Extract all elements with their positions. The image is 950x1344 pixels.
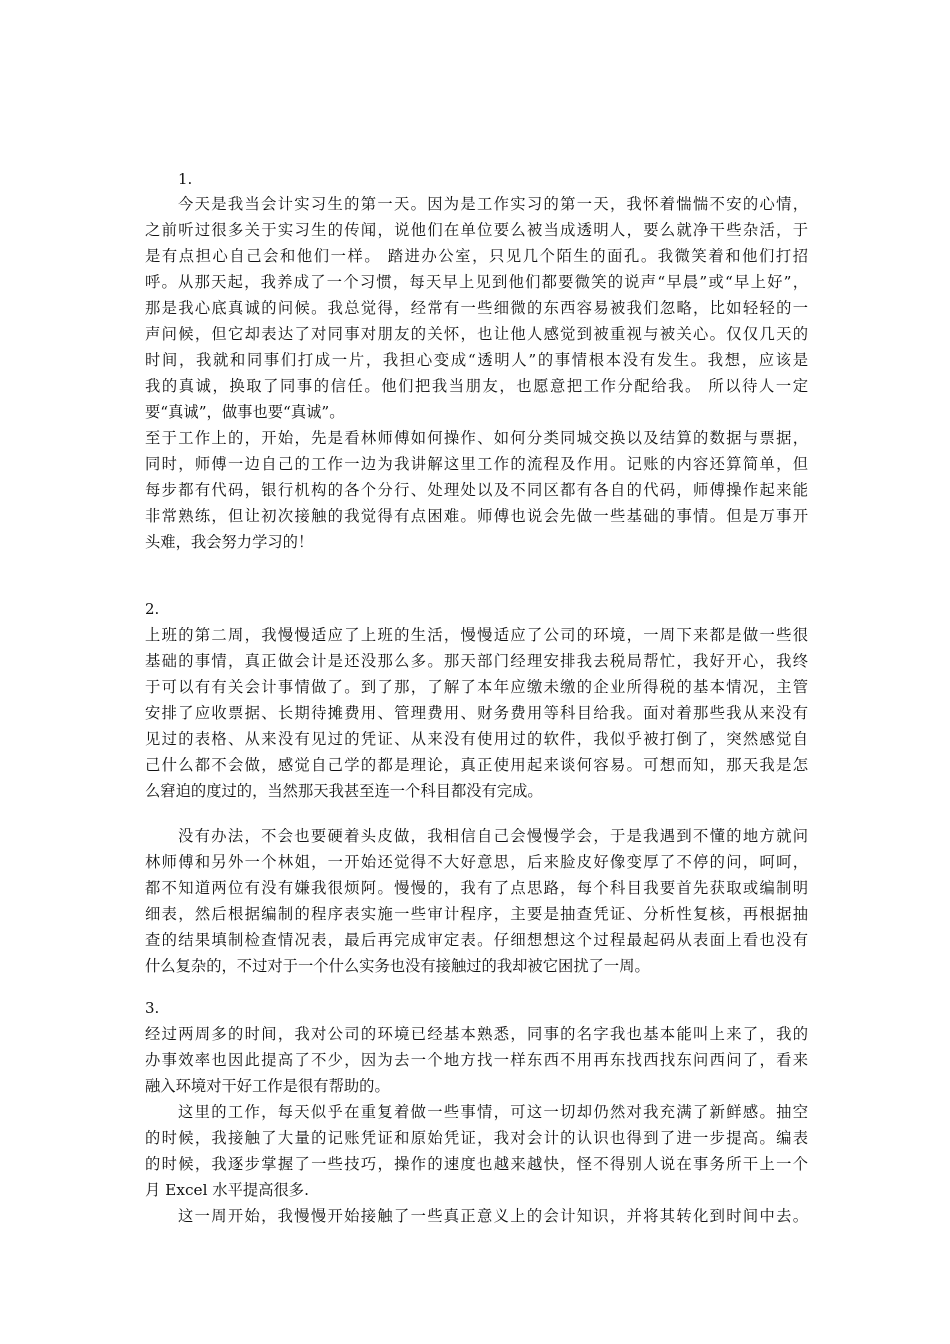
paragraph-line: 经过两周多的时间，我对公司的环境已经基本熟悉，同事的名字我也基本能叫上来了，我的 xyxy=(145,1025,808,1043)
paragraph-line: 今天是我当会计实习生的第一天。因为是工作实习的第一天，我怀着惴惴不安的心情， xyxy=(178,195,808,213)
paragraph-line: 没有办法，不会也要硬着头皮做，我相信自己会慢慢学会，于是我遇到不懂的地方就问 xyxy=(178,827,808,845)
paragraph-line: 之前听过很多关于实习生的传闻，说他们在单位要么被当成透明人，要么就净干些杂活，于 xyxy=(145,221,808,239)
paragraph-line: 至于工作上的，开始，先是看林师傅如何操作、如何分类同城交换以及结算的数据与票据， xyxy=(145,429,808,447)
paragraph-line: 基础的事情，真正做会计是还没那么多。那天部门经理安排我去税局帮忙，我好开心，我终 xyxy=(145,652,808,670)
paragraph-line: 林师傅和另外一个林姐，一开始还觉得不大好意思，后来脸皮好像变厚了不停的问，呵呵， xyxy=(145,853,808,871)
paragraph-line: 上班的第二周，我慢慢适应了上班的生活，慢慢适应了公司的环境，一周下来都是做一些很 xyxy=(145,626,808,644)
paragraph-line: 细表，然后根据编制的程序表实施一些审计程序，主要是抽查凭证、分析性复核，再根据抽 xyxy=(145,905,808,923)
paragraph-line: 办事效率也因此提高了不少，因为去一个地方找一样东西不用再东找西找东问西问了，看来 xyxy=(145,1051,808,1069)
paragraph-line: 的时候，我接触了大量的记账凭证和原始凭证，我对会计的认识也得到了进一步提高。编表 xyxy=(145,1129,808,1147)
section-number: 1. xyxy=(178,170,193,188)
paragraph-line: 这里的工作，每天似乎在重复着做一些事情，可这一切却仍然对我充满了新鲜感。抽空 xyxy=(178,1103,808,1121)
paragraph-line: 我的真诚，换取了同事的信任。他们把我当朋友，也愿意把工作分配给我。 所以待人一定 xyxy=(145,377,808,395)
paragraph-line: 的时候，我逐步掌握了一些技巧，操作的速度也越来越快，怪不得别人说在事务所干上一个 xyxy=(145,1155,808,1173)
paragraph-line: 头难，我会努力学习的！ xyxy=(145,533,314,551)
paragraph-line: 安排了应收票据、长期待摊费用、管理费用、财务费用等科目给我。面对着那些我从来没有 xyxy=(145,704,808,722)
paragraph-line: 见过的表格、从来没有见过的凭证、从来没有使用过的软件，我似乎被打倒了，突然感觉自 xyxy=(145,730,808,748)
paragraph-line: 声问候，但它却表达了对同事对朋友的关怀，也让他人感觉到被重视与被关心。仅仅几天的 xyxy=(145,325,808,343)
paragraph-line: 每步都有代码，银行机构的各个分行、处理处以及不同区都有各自的代码，师傅操作起来能 xyxy=(145,481,808,499)
paragraph-line: 查的结果填制检查情况表，最后再完成审定表。仔细想想这个过程最起码从表面上看也没有 xyxy=(145,931,808,949)
paragraph-line: 什么复杂的，不过对于一个什么实务也没有接触过的我却被它困扰了一周。 xyxy=(145,957,650,975)
paragraph-line: 那是我心底真诚的问候。我总觉得，经常有一些细微的东西容易被我们忽略，比如轻轻的一 xyxy=(145,299,808,317)
section-number: 2. xyxy=(145,600,160,618)
paragraph-line: 都不知道两位有没有嫌我很烦阿。慢慢的，我有了点思路，每个科目我要首先获取或编制明 xyxy=(145,879,808,897)
paragraph-line: 己什么都不会做，感觉自己学的都是理论，真正使用起来谈何容易。可想而知，那天我是怎 xyxy=(145,756,808,774)
paragraph-line: 同时，师傅一边自己的工作一边为我讲解这里工作的流程及作用。记账的内容还算简单，但 xyxy=(145,455,808,473)
paragraph-line: 于可以有有关会计事情做了。到了那，了解了本年应缴未缴的企业所得税的基本情况，主管 xyxy=(145,678,808,696)
paragraph-line: 非常熟练，但让初次接触的我觉得有点困难。师傅也说会先做一些基础的事情。但是万事开 xyxy=(145,507,808,525)
paragraph-line: 融入环境对干好工作是很有帮助的。 xyxy=(145,1077,390,1095)
paragraph-line: 月 Excel 水平提高很多. xyxy=(145,1181,309,1199)
paragraph-line: 这一周开始，我慢慢开始接触了一些真正意义上的会计知识，并将其转化到时间中去。 xyxy=(178,1207,808,1225)
document-page xyxy=(145,0,808,1344)
paragraph-line: 呼。从那天起，我养成了一个习惯，每天早上见到他们都要微笑的说声“早晨”或“早上好”， xyxy=(145,273,808,291)
paragraph-line: 要“真诚”，做事也要“真诚”。 xyxy=(145,403,345,421)
paragraph-line: 时间，我就和同事们打成一片，我担心变成“透明人”的事情根本没有发生。我想，应该是 xyxy=(145,351,808,369)
paragraph-line: 么窘迫的度过的，当然那天我甚至连一个科目都没有完成。 xyxy=(145,782,543,800)
section-number: 3. xyxy=(145,999,160,1017)
paragraph-line: 是有点担心自己会和他们一样。 踏进办公室，只见几个陌生的面孔。我微笑着和他们打招 xyxy=(145,247,808,265)
